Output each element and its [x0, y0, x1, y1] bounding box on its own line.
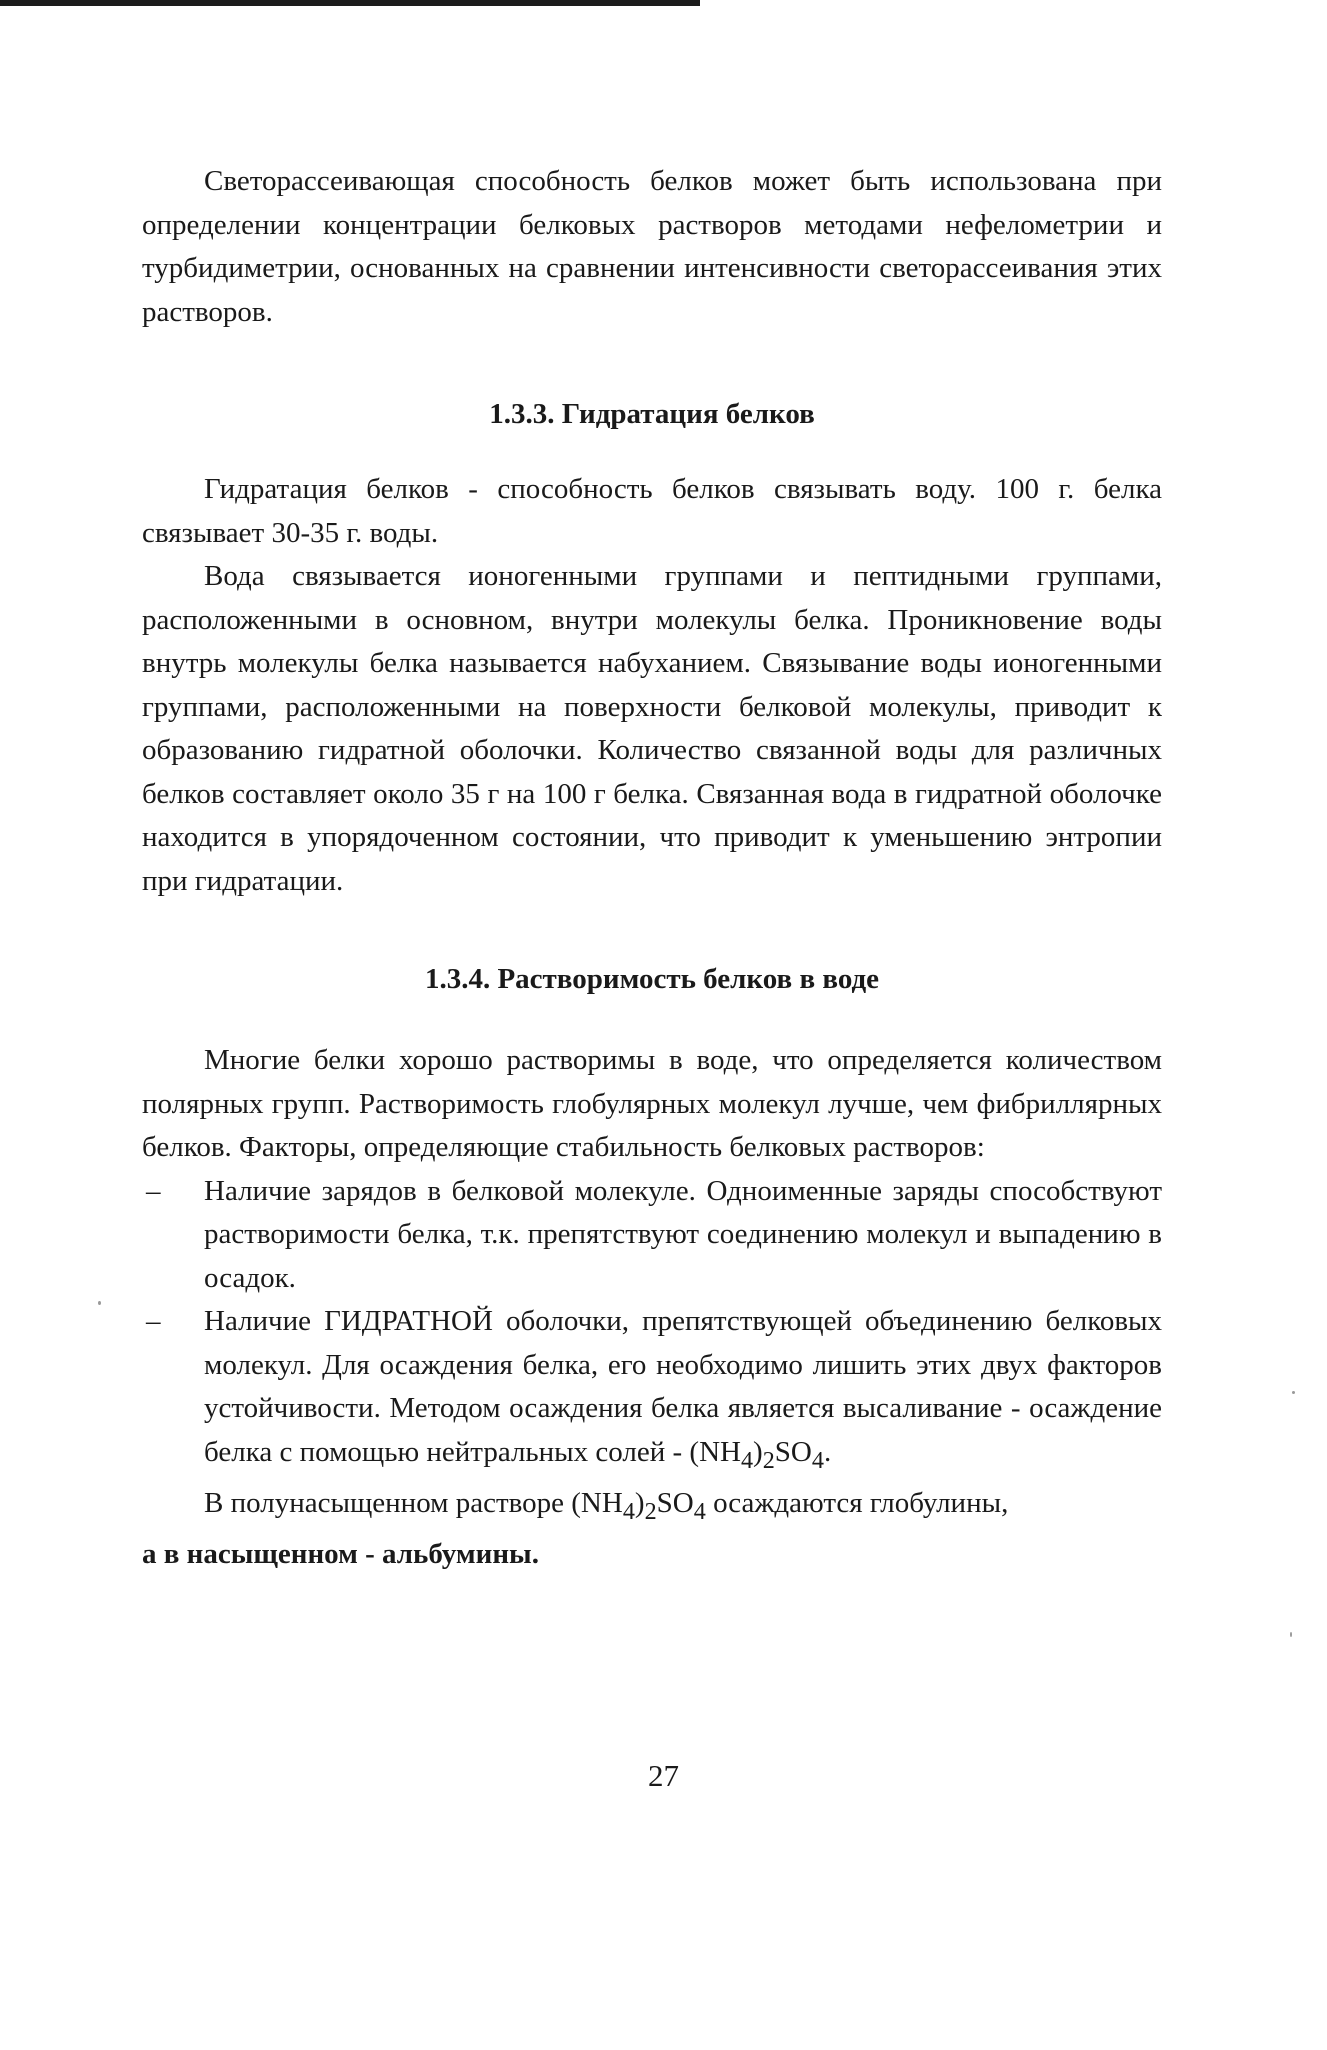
scan-speck	[98, 1301, 101, 1305]
subscript: 4	[811, 1446, 824, 1474]
scan-speck	[1290, 1632, 1292, 1637]
paragraph-solubility: Многие белки хорошо растворимы в воде, что определяется количеством полярных групп. Растворимость глобулярных молекул лучше, чем фибриллярных белков. Факторы, определяющие стабильность белковых растворов:	[142, 1044, 1162, 1163]
heading-hydration: 1.3.3. Гидратация белков	[489, 398, 815, 430]
paragraph-hydration-definition: Гидратация белков - способность белков связывать воду. 100 г. белка связывает 30-35 г. воды.	[142, 473, 1162, 549]
paragraph-light-scattering: Светорассеивающая способность белков может быть использована при определении концентрации белковых растворов методами нефелометрии и турбидиметрии, основанных на сравнении интенсивности светорассеивания этих растворов.	[142, 165, 1162, 328]
top-border-line	[0, 0, 700, 6]
heading-solubility: 1.3.4. Растворимость белков в воде	[424, 963, 880, 995]
subscript: 4	[693, 1497, 706, 1525]
paragraph-precipitation	[142, 1482, 1162, 1577]
subscript: 4	[622, 1497, 635, 1525]
paragraph-water-binding: Вода связывается ионогенными группами и пептидными группами, расположенными в основном, внутри молекулы белка. Проникновение воды внутрь молекулы белка называется набуханием. Связывание воды ионогенными группами, расположенными на поверхности белковой молекулы, приводит к образованию гидратной оболочки. Количество связанной воды для различных белков составляет около 35 г на 100 г белка. Связанная вода в гидратной оболочке находится в упорядоченном состоянии, что приводит к уменьшению энтропии при гидратации.	[142, 560, 1162, 897]
scan-speck	[1292, 1391, 1295, 1394]
formula-part: SO	[774, 1435, 812, 1468]
list-item	[142, 1300, 1162, 1482]
page-number: 27	[648, 1758, 679, 1793]
formula-part: )	[634, 1486, 645, 1519]
text-part-bold: а в насыщенном - альбумины.	[142, 1538, 539, 1571]
stability-factors-list	[142, 1170, 1162, 1482]
formula-part: )	[753, 1435, 763, 1468]
page-content	[142, 160, 1162, 1577]
list-item	[142, 1170, 1162, 1301]
list-dash-marker: –	[146, 1305, 161, 1337]
text-part: осаждаются глобулины,	[705, 1486, 1009, 1519]
formula-part: SO	[656, 1486, 694, 1519]
subscript: 2	[762, 1446, 775, 1474]
list-item-text: Наличие ГИДРАТНОЙ оболочки, препятствующей объединению белковых молекул. Для осаждения белка, его необходимо лишить этих двух факторов устойчивости. Методом осаждения белка является высаливание - осаждение белка с помощью нейтральных солей - (NH	[204, 1305, 1162, 1468]
list-dash-marker: –	[146, 1174, 161, 1207]
list-item-text: Наличие зарядов в белковой молекуле. Одноименные заряды способствуют растворимости белка, т.к. препятствуют соединению молекул и выпадению в осадок.	[204, 1174, 1162, 1294]
subscript: 2	[644, 1497, 657, 1525]
text-part: В полунасыщенном растворе (NH	[204, 1486, 623, 1519]
formula-part: .	[823, 1435, 832, 1468]
subscript: 4	[740, 1446, 754, 1474]
